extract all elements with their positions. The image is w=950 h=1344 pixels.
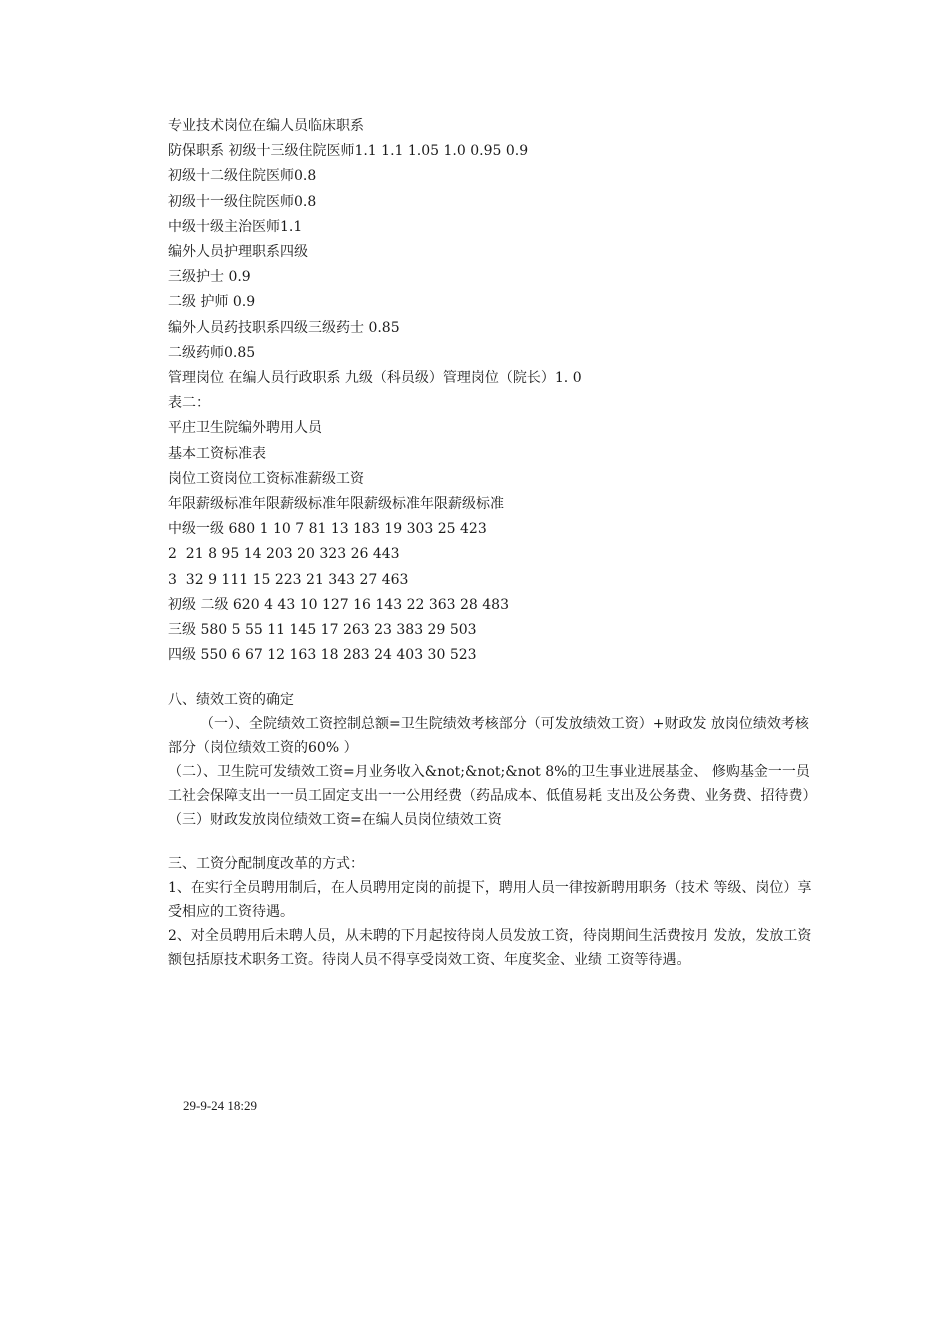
table-row: 三级 580 5 55 11 145 17 263 23 383 29 503 xyxy=(168,622,477,639)
text-line: 二级药师0.85 xyxy=(168,344,256,361)
text-line: 初级十一级住院医师0.8 xyxy=(168,193,317,210)
text-line: 编外人员护理职系四级 xyxy=(168,244,308,261)
salary-table-block xyxy=(168,114,820,668)
footer-timestamp: 29-9-24 18:29 xyxy=(183,1098,258,1113)
table-title: 平庄卫生院编外聘用人员 xyxy=(168,420,322,437)
text-line: 防保职系 初级十三级住院医师1.1 1.1 1.05 1.0 0.95 0.9 xyxy=(168,143,529,160)
section-reform-method xyxy=(168,852,820,972)
table-header: 岗位工资岗位工资标准薪级工资 xyxy=(168,470,364,487)
paragraph: 2、对全员聘用后未聘人员，从未聘的下月起按待岗人员发放工资，待岗期间生活费按月 发放，发放工资额包括原技术职务工资。待岗人员不得享受岗效工资、年度奖金、业绩 工资等待遇。 xyxy=(168,928,812,969)
table-row: 中级一级 680 1 10 7 81 13 183 19 303 25 423 xyxy=(168,521,487,538)
table-row: 2 21 8 95 14 203 20 323 26 443 xyxy=(168,546,400,563)
spacer xyxy=(168,668,820,688)
document-body xyxy=(168,114,820,972)
text-line: 专业技术岗位在编人员临床职系 xyxy=(168,118,364,134)
text-line: 二级 护师 0.9 xyxy=(168,294,256,311)
text-line: 三级护士 0.9 xyxy=(168,269,251,286)
spacer xyxy=(168,832,820,852)
text-line: 编外人员药技职系四级三级药士 0.85 xyxy=(168,319,400,336)
table-caption: 表二： xyxy=(168,395,210,412)
paragraph: （一）、全院绩效工资控制总额=卫生院绩效考核部分（可发放绩效工资）+财政发 放岗位绩效考核部分（岗位绩效工资的60% ） xyxy=(168,716,809,757)
section-heading: 三、工资分配制度改革的方式： xyxy=(168,856,364,873)
table-header: 年限薪级标准年限薪级标准年限薪级标准年限薪级标准 xyxy=(168,496,504,513)
paragraph: 1、在实行全员聘用制后，在人员聘用定岗的前提下，聘用人员一律按新聘用职务（技术 等级、岗位）享受相应的工资待遇。 xyxy=(168,880,812,921)
table-row: 3 32 9 111 15 223 21 343 27 463 xyxy=(168,571,409,588)
table-title: 基本工资标准表 xyxy=(168,445,266,462)
paragraph: （三）财政发放岗位绩效工资=在编人员岗位绩效工资 xyxy=(168,812,502,829)
paragraph: （二）、卫生院可发绩效工资=月业务收入&not;&not;&not 8%的卫生事业进展基金、 修购基金一一员工社会保障支出一一员工固定支出一一公用经费（药品成本、低值易耗 支出及公务费、业务费、招待费） xyxy=(168,764,817,805)
text-line: 中级十级主治医师1.1 xyxy=(168,218,303,235)
text-line: 管理岗位 在编人员行政职系 九级（科员级）管理岗位（院长）1. 0 xyxy=(168,370,582,387)
table-row: 初级 二级 620 4 43 10 127 16 143 22 363 28 483 xyxy=(168,596,509,613)
section-heading: 八、绩效工资的确定 xyxy=(168,692,294,709)
text-line: 初级十二级住院医师0.8 xyxy=(168,168,317,185)
table-row: 四级 550 6 67 12 163 18 283 24 403 30 523 xyxy=(168,647,477,664)
section-performance-pay xyxy=(168,688,820,832)
